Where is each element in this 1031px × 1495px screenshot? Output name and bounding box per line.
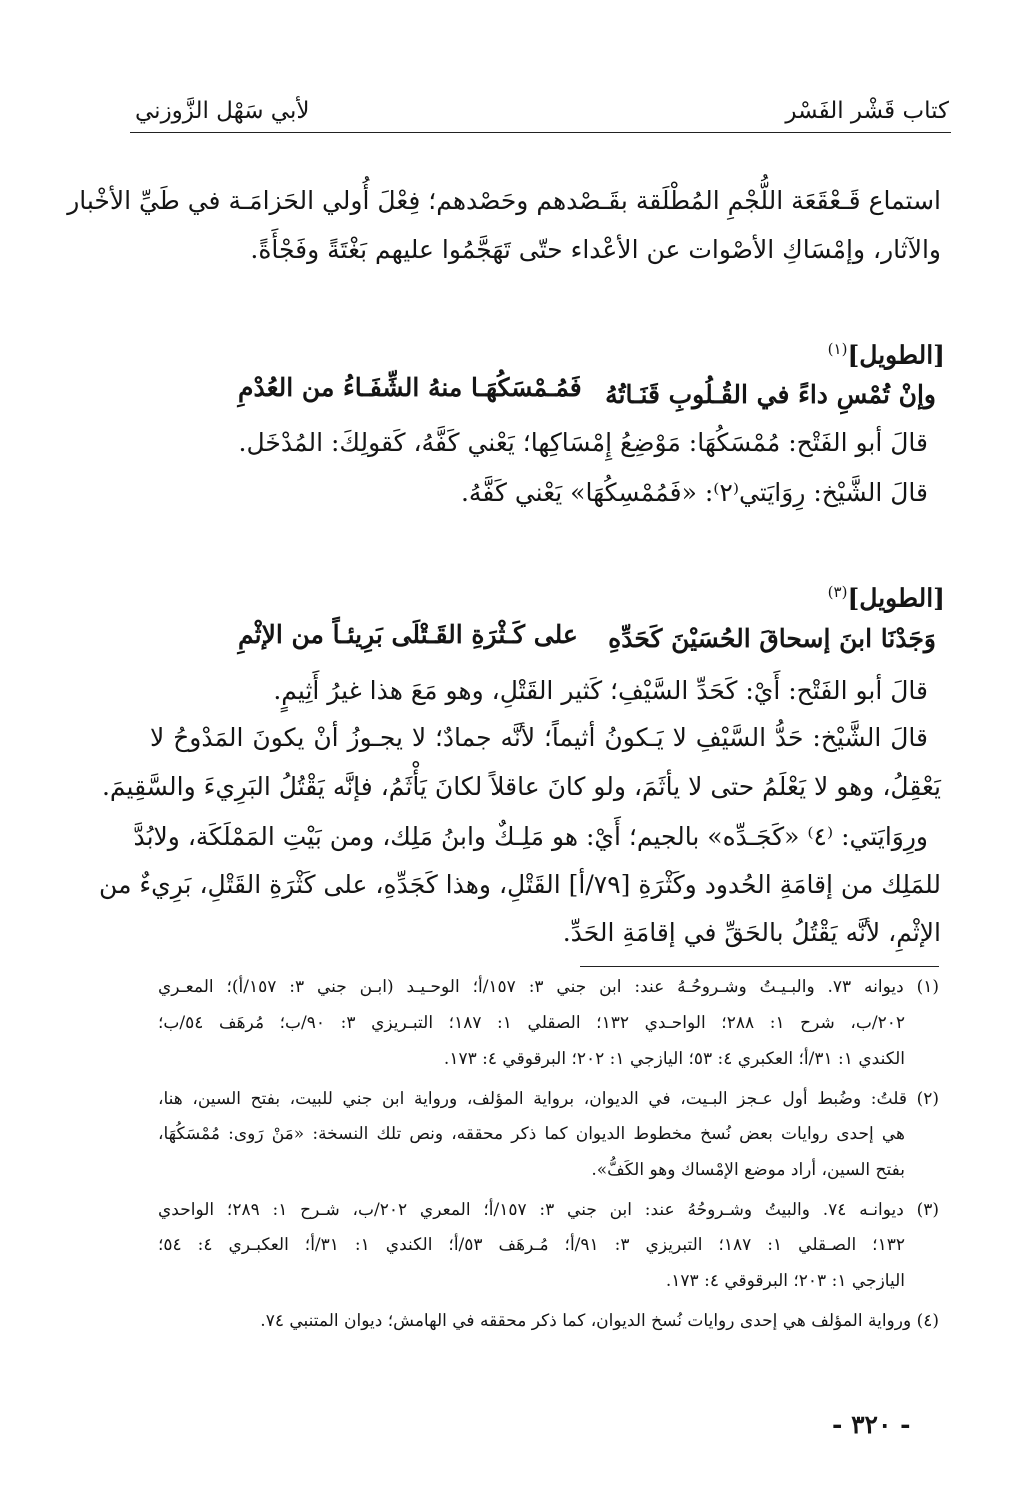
footnote-1-line-3: الكندي ١: ٣١/أ؛ العكبري ٤: ٥٣؛ اليازجي ١: ٢٠٢؛ البرقوقي ٤: ١٧٣. xyxy=(443,1049,905,1069)
footnote-3-line-1: (٣) ديوانـه ٧٤. والبيتُ وشـروحُهُ عند: ابن جني ٣: ١٥٧/أ؛ المعري ٢٠٢/ب، شـرح ١: ٢٨٩؛ الواحدي xyxy=(158,1200,940,1220)
footnote-divider xyxy=(580,966,939,967)
meter-name: [الطويل] xyxy=(847,340,945,370)
running-header-author: لأبي سَهْل الزَّوزني xyxy=(135,98,310,124)
footnote-1-line-1: (١) ديوانه ٧٣. والبـيـتُ وشـروحُـهُ عند: ابن جني ٣: ١٥٧/أ؛ الوحـيـد (ابـن جني ٣: ١٥٧/أ)؛ المعـري xyxy=(158,977,939,997)
footnote-3-line-3: اليازجي ١: ٢٠٣؛ البرقوقي ٤: ١٧٣. xyxy=(665,1271,905,1291)
meter-name: [الطويل] xyxy=(847,583,945,613)
running-header-title: كتاب قَشْر الفَسْر xyxy=(785,98,949,124)
commentary-shaykh-1: قالَ الشَّيْخ: رِوَايَتي⁽٢⁾: «فَمُمْسِكُهَا» يَعْني كَفَّهُ. xyxy=(460,478,928,507)
footnote-4: (٤) ورواية المؤلف هي إحدى روايات نُسخ الديوان، كما ذكر محققه في الهامش؛ ديوان المتنبي ٧٤. xyxy=(260,1311,939,1331)
verse-1-second-hemistich: فَمُـمْسَكُهَـا منهُ الشِّفَـاءُ من العُدْمِ xyxy=(238,373,582,402)
commentary-riwayah-line-2: للمَلِك من إقامَةِ الحُدود وكَثْرَةِ [٧٩/أ] القَتْلِ، وهذا كَجَدِّهِ، على كَثْرَةِ القَتْلِ، بَرِيءٌ من xyxy=(99,870,941,899)
meter-label-2 xyxy=(828,583,945,612)
footnote-1-line-2: ٢٠٢/ب، شرح ١: ٢٨٨؛ الواحـدي ١٣٢؛ الصقلي ١: ١٨٧؛ التبـريزي ٣: ٩٠/ب؛ مُرهَف ٥٤/ب؛ xyxy=(158,1013,905,1033)
footnote-2-line-1: (٢) قلتُ: وضُبط أول عـجز البـيت، في الديوان، برواية المؤلف، ورواية ابن جني للبيت، بفتح السين، هنا، xyxy=(158,1089,939,1109)
intro-line-2: والآثار، وإمْسَاكِ الأصْوات عن الأعْداء حتّى تَهَجَّمُوا عليهم بَغْتَةً وفَجْأَةً. xyxy=(250,235,941,264)
commentary-shaykh-2-line-1: قالَ الشَّيْخ: حَدُّ السَّيْفِ لا يَـكونُ أثيماً؛ لأنَّه جمادٌ؛ لا يجـوزُ أنْ يكونَ المَدْوحُ لا xyxy=(150,723,928,752)
footnote-ref-1: (١) xyxy=(827,340,848,358)
intro-line-1: استماع قَـعْقَعَة اللُّجْمِ المُطْلَقة بقَـصْدهم وحَصْدهم؛ فِعْلَ أُولي الحَزامَـة في طَيِّ الأخْبار xyxy=(67,186,941,215)
verse-2-second-hemistich: على كَـثْرَةِ القَـتْلَى بَرِيئـاً من الإثْمِ xyxy=(238,620,578,649)
meter-label-1 xyxy=(828,340,945,369)
verse-2-first-hemistich: وَجَدْنَا ابنَ إسحاقَ الحُسَيْنَ كَحَدِّهِ xyxy=(608,624,936,653)
commentary-abu-alfath-1: قالَ أبو الفَتْح: مُمْسَكُهَا: مَوْضِعُ إِمْسَاكِها؛ يَعْني كَفَّهُ، كَقولِكَ: المُدْخَل. xyxy=(238,428,928,457)
footnote-3-line-2: ١٣٢؛ الصـقلي ١: ١٨٧؛ التبريزي ٣: ٩١/أ؛ مُـرهَف ٥٣/أ؛ الكندي ١: ٣١/أ؛ العكبـري ٤: ٥٤؛ xyxy=(158,1235,905,1255)
commentary-riwayah-line-3: الإثْمِ، لأنَّه يَقْتُلُ بالحَقِّ في إقامَةِ الحَدِّ. xyxy=(562,918,941,947)
header-divider xyxy=(130,132,951,133)
footnote-ref-3: (٣) xyxy=(827,583,848,601)
footnote-2-line-2: هي إحدى روايات بعض نُسخ مخطوط الديوان كما ذكر محققه، ونص تلك النسخة: «مَنْ رَوى: مُمْسَكُهَا، xyxy=(158,1124,905,1144)
commentary-riwayah-line-1: ورِوَايَتي: ⁽٤⁾ «كَجَـدِّه» بالجيم؛ أَيْ: هو مَلِـكٌ وابنُ مَلِك، ومن بَيْتِ المَمْلَكَة، ولابُدَّ xyxy=(133,822,928,851)
commentary-abu-alfath-2: قالَ أبو الفَتْح: أَيْ: كَحَدِّ السَّيْفِ؛ كَثير القَتْلِ، وهو مَعَ هذا غيرُ أَثِيمٍ. xyxy=(273,676,928,705)
commentary-shaykh-2-line-2: يَعْقِلُ، وهو لا يَعْلَمُ حتى لا يأثَمَ، ولو كانَ عاقلاً لكانَ يَأْثَمُ، فإنَّه يَقْتُلُ البَرِيءَ والسَّقِيمَ. xyxy=(101,772,941,801)
footnote-2-line-3: بفتح السين، أراد موضع الإمْساك وهو الكَفُّ». xyxy=(591,1160,905,1180)
page-number: - ٣٢٠ - xyxy=(832,1410,911,1439)
verse-1-first-hemistich: وإنْ تُمْسِ داءً في القُـلُوبِ قَنَـاتُهُ xyxy=(605,380,936,409)
